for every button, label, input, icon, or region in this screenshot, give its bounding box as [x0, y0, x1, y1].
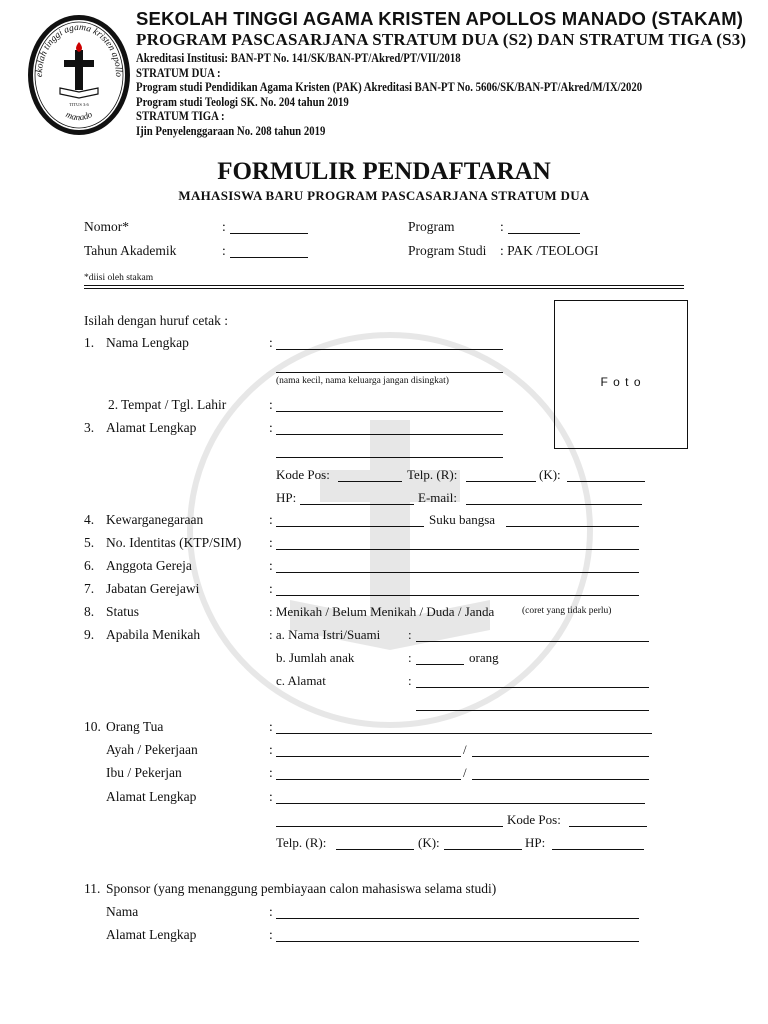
form-title: FORMULIR PENDAFTARAN — [217, 158, 551, 185]
divider-bottom — [84, 288, 684, 289]
no-identitas-label: No. Identitas (KTP/SIM) — [106, 535, 242, 550]
program-label: Program — [408, 219, 455, 234]
colon-7: : — [269, 581, 273, 596]
jabatan-gerejawi-field[interactable] — [276, 595, 639, 596]
photo-label: F o t o — [600, 375, 642, 389]
orang-tua-label: Orang Tua — [106, 719, 164, 734]
divider-top — [84, 285, 684, 286]
alamat-pasangan-field[interactable] — [416, 687, 649, 688]
instruction-text: Isilah dengan huruf cetak : — [84, 313, 228, 328]
telp-k-label: (K): — [539, 467, 561, 482]
ayah-nama-field[interactable] — [276, 756, 461, 757]
item-number-11: 11. — [84, 881, 101, 896]
colon-1: : — [269, 335, 273, 350]
hp-ortu-field[interactable] — [552, 849, 644, 850]
colon-ibu: : — [269, 765, 273, 780]
alamat-ortu-field[interactable] — [276, 803, 645, 804]
telp-r-ortu-label: Telp. (R): — [276, 835, 327, 850]
nama-lengkap-label: Nama Lengkap — [106, 335, 189, 350]
item-number-8: 8. — [84, 604, 95, 619]
nama-hint: (nama kecil, nama keluarga jangan disingkat) — [276, 376, 449, 386]
suku-bangsa-label: Suku bangsa — [429, 512, 496, 527]
colon-10: : — [269, 719, 273, 734]
kode-pos-label: Kode Pos: — [276, 467, 330, 482]
no-identitas-field[interactable] — [276, 549, 639, 550]
nomor-field[interactable] — [230, 233, 308, 234]
alamat-lengkap-label: Alamat Lengkap — [106, 420, 197, 435]
kewarganegaraan-field[interactable] — [276, 526, 424, 527]
alamat-pasangan-label: c. Alamat — [276, 673, 326, 688]
jabatan-gerejawi-label: Jabatan Gerejawi — [106, 581, 200, 596]
colon-6: : — [269, 558, 273, 573]
nama-istri-suami-field[interactable] — [416, 641, 649, 642]
nama-istri-suami-label: : a. Nama Istri/Suami — [269, 627, 381, 642]
alamat-field-2[interactable] — [276, 457, 503, 458]
kode-pos-field[interactable] — [338, 481, 402, 482]
sponsor-alamat-field[interactable] — [276, 941, 639, 942]
ibu-nama-field[interactable] — [276, 779, 461, 780]
program-field[interactable] — [508, 233, 580, 234]
tempat-tgl-lahir-field[interactable] — [276, 411, 503, 412]
watermark-seal — [180, 330, 600, 730]
seal-top-text: ekolah tinggi agama kristen apollo — [34, 22, 124, 78]
program-studi-value: : PAK /TEOLOGI — [500, 243, 599, 258]
sponsor-nama-label: Nama — [106, 904, 139, 919]
apabila-menikah-label: Apabila Menikah — [106, 627, 201, 642]
program-studi-label: Program Studi — [408, 243, 487, 258]
item-number-10: 10. — [84, 719, 101, 734]
nomor-label: Nomor* — [84, 219, 129, 234]
ibu-slash: / — [463, 765, 467, 780]
item-number-9: 9. — [84, 627, 95, 642]
colon-9b: : — [408, 650, 412, 665]
item-number-1: 1. — [84, 335, 95, 350]
photo-box — [554, 300, 688, 449]
ayah-pekerjaan-label: Ayah / Pekerjaan — [106, 742, 198, 757]
nama-lengkap-field[interactable] — [276, 349, 503, 350]
sponsor-nama-field[interactable] — [276, 918, 639, 919]
alamat-field[interactable] — [276, 434, 503, 435]
email-label: E-mail: — [418, 490, 457, 505]
item-number-2: 2. — [108, 397, 119, 412]
sponsor-alamat-label: Alamat Lengkap — [106, 927, 197, 942]
telp-r-ortu-field[interactable] — [336, 849, 414, 850]
telp-k-ortu-field[interactable] — [444, 849, 522, 850]
item-number-4: 4. — [84, 512, 95, 527]
accreditation-line: Akreditasi Institusi: BAN-PT No. 141/SK/BAN-PT/Akred/PT/VII/2018 — [136, 51, 461, 65]
tahun-akademik-field[interactable] — [230, 257, 308, 258]
orang-tua-field[interactable] — [276, 733, 652, 734]
alamat-ortu-field-2[interactable] — [276, 826, 503, 827]
item-number-3: 3. — [84, 420, 95, 435]
ayah-slash: / — [463, 742, 467, 757]
colon-2: : — [269, 397, 273, 412]
alamat-ortu-label: Alamat Lengkap — [106, 789, 197, 804]
staff-note: *diisi oleh stakam — [84, 273, 154, 283]
colon-sponsor-alamat: : — [269, 927, 273, 942]
ijin-line: Ijin Penyelenggaraan No. 208 tahun 2019 — [136, 124, 326, 138]
tahun-colon: : — [222, 243, 226, 258]
colon-9c: : — [408, 673, 412, 688]
anggota-gereja-field[interactable] — [276, 572, 639, 573]
hp-ortu-label: HP: — [525, 835, 546, 850]
item-number-7: 7. — [84, 581, 95, 596]
stratum-dua-heading: STRATUM DUA : — [136, 66, 221, 80]
colon-ayah: : — [269, 742, 273, 757]
nama-lengkap-field-2[interactable] — [276, 372, 503, 373]
colon-sponsor-nama: : — [269, 904, 273, 919]
nomor-colon: : — [222, 219, 226, 234]
jumlah-anak-field[interactable] — [416, 664, 464, 665]
seal-motto: TITUS 3:6 — [69, 102, 89, 107]
tempat-tgl-lahir-label: Tempat / Tgl. Lahir — [121, 397, 227, 412]
colon-alamat-ortu: : — [269, 789, 273, 804]
ibu-pekerjaan-label: Ibu / Pekerjan — [106, 765, 182, 780]
item-number-5: 5. — [84, 535, 95, 550]
colon-9a: : — [408, 627, 412, 642]
jumlah-anak-label: b. Jumlah anak — [276, 650, 355, 665]
kode-pos-ortu-field[interactable] — [569, 826, 647, 827]
status-label: Status — [106, 604, 140, 619]
program-colon: : — [500, 219, 504, 234]
colon-4: : — [269, 512, 273, 527]
kode-pos-ortu-label: Kode Pos: — [507, 812, 561, 827]
institution-seal-logo — [26, 12, 132, 138]
kewarganegaraan-label: Kewarganegaraan — [106, 512, 204, 527]
anggota-gereja-label: Anggota Gereja — [106, 558, 192, 573]
item-number-6: 6. — [84, 558, 95, 573]
telp-k-ortu-label: (K): — [418, 835, 440, 850]
ibu-pekerjaan-field[interactable] — [472, 779, 649, 780]
seal-bottom-text: manado — [64, 109, 94, 123]
status-options[interactable]: : Menikah / Belum Menikah / Duda / Janda — [269, 604, 495, 619]
sponsor-label: Sponsor (yang menanggung pembiayaan calon mahasiswa selama studi) — [106, 881, 497, 896]
hp-label: HP: — [276, 490, 297, 505]
telp-r-label: Telp. (R): — [407, 467, 458, 482]
telp-r-field[interactable] — [466, 481, 536, 482]
hp-field[interactable] — [300, 504, 414, 505]
tahun-akademik-label: Tahun Akademik — [84, 243, 177, 258]
colon-3: : — [269, 420, 273, 435]
email-field[interactable] — [466, 504, 642, 505]
status-note: (coret yang tidak perlu) — [522, 606, 612, 616]
orang-label: orang — [469, 650, 499, 665]
form-subtitle: MAHASISWA BARU PROGRAM PASCASARJANA STRATUM DUA — [178, 188, 590, 203]
telp-k-field[interactable] — [567, 481, 645, 482]
teologi-line: Program studi Teologi SK. No. 204 tahun 2019 — [136, 95, 349, 109]
colon-5: : — [269, 535, 273, 550]
ayah-pekerjaan-field[interactable] — [472, 756, 649, 757]
alamat-pasangan-field-2[interactable] — [416, 710, 649, 711]
stratum-tiga-heading: STRATUM TIGA : — [136, 109, 225, 123]
pak-accreditation-line: Program studi Pendidikan Agama Kristen (PAK) Akreditasi BAN-PT No. 5606/SK/BAN-PT/Akred/M/IX/2020 — [136, 80, 643, 94]
suku-bangsa-field[interactable] — [506, 526, 639, 527]
program-name: PROGRAM PASCASARJANA STRATUM DUA (S2) DAN STRATUM TIGA (S3) — [136, 30, 747, 49]
institution-name: SEKOLAH TINGGI AGAMA KRISTEN APOLLOS MANADO (STAKAM) — [136, 8, 744, 29]
